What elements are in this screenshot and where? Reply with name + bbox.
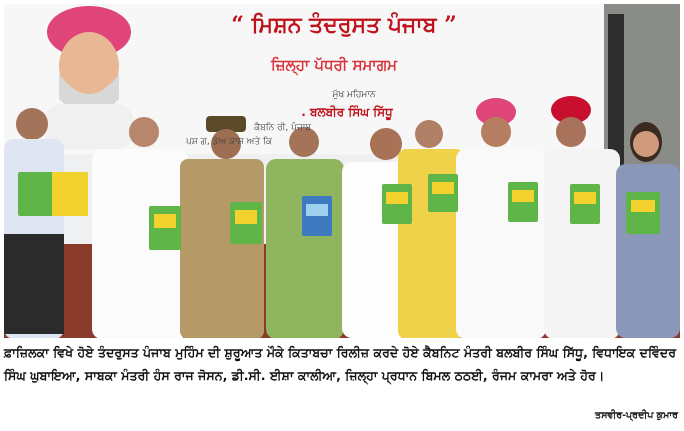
- photo-scene: [4, 4, 680, 338]
- person-6: [398, 120, 464, 338]
- booklet-7: [508, 182, 538, 222]
- event-photo: [4, 4, 680, 338]
- banner-line-2: ਪਸ਼ ਗ, ਡੇਅ ਕਾਸ ਅਤੇ ਕਿ: [186, 137, 273, 147]
- booklet-8: [570, 184, 600, 224]
- banner-guest-name: . ਬਲਬੀਰ ਸਿੰਘ ਸਿੱਧੂ: [301, 105, 393, 119]
- banner-title: “ ਮਿਸ਼ਨ ਤੰਦਰੁਸਤ ਪੰਜਾਬ ”: [231, 12, 457, 38]
- banner-subtitle: ਜ਼ਿਲ੍ਹਾ ਪੱਧਰੀ ਸਮਾਗਮ: [270, 56, 398, 74]
- booklet-9: [626, 192, 660, 234]
- booklet-4: [302, 196, 332, 236]
- booklet-5: [382, 184, 412, 224]
- person-1: [4, 108, 64, 338]
- booklet-1: [18, 172, 88, 216]
- booklet-6: [428, 174, 458, 212]
- photo-credit: ਤਸਵੀਰ-ਪ੍ਰਦੀਪ ਕੁਮਾਰ: [595, 410, 678, 421]
- banner-line-1: ਕੈਬਨਿ ਰੀ, ਪੰਜਾਬ: [254, 123, 312, 133]
- banner-guest-label: ਮੁੱਖ ਮਹਿਮਾਨ: [332, 90, 376, 100]
- booklet-2: [149, 206, 181, 250]
- booklet-3: [230, 202, 262, 244]
- photo-caption: ਫ਼ਾਜ਼ਿਲਕਾ ਵਿਖੇ ਹੋਏ ਤੰਦਰੁਸਤ ਪੰਜਾਬ ਮੁਹਿੰਮ ਦੀ ਸ਼ੁਰੂਆਤ ਮੌਕੇ ਕਿਤਾਬਚਾ ਰਿਲੀਜ਼ ਕਰਦੇ ਹੋਏ ਕੈਬਨਿਟ ਮੰਤਰੀ ਬਲਬੀਰ ਸਿੰਘ ਸਿੱਧੂ, ਵਿਧਾਇਕ ਦਵਿੰਦਰ ਸਿੰਘ ਘੁਬਾਇਆ, ਸਾਬਕਾ ਮੰਤਰੀ ਹੰਸ ਰਾਜ ਜੋਸਨ, ਡੀ.ਸੀ. ਈਸ਼ਾ ਕਾਲੀਆ, ਜ਼ਿਲ੍ਹਾ ਪ੍ਰਧਾਨ ਬਿਮਲ ਠਠਈ, ਰੰਜਮ ਕਾਮਰਾ ਅਤੇ ਹੋਰ।: [4, 345, 677, 383]
